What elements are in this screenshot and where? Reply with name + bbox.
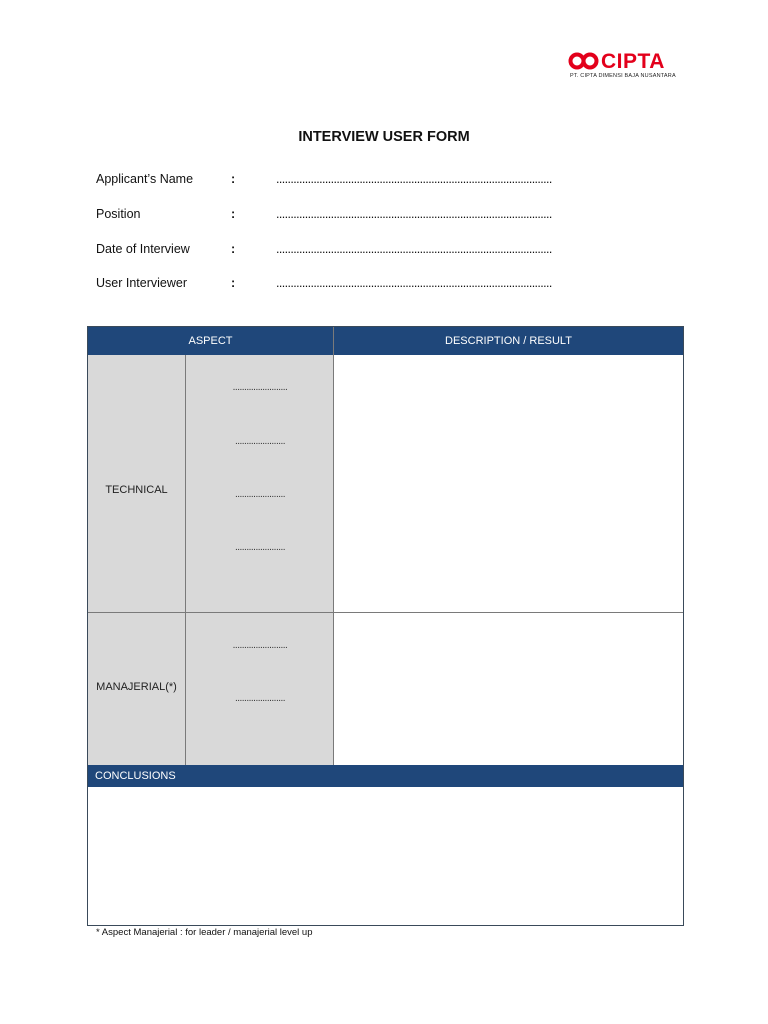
technical-aspect-label: TECHNICAL bbox=[105, 484, 168, 496]
aspect-header: ASPECT bbox=[88, 327, 333, 355]
date-of-interview-blank[interactable]: ................................................................................................ bbox=[276, 242, 552, 256]
technical-item[interactable]: ...................... bbox=[234, 542, 286, 553]
interview-table bbox=[87, 326, 684, 926]
manajerial-item[interactable]: ........................ bbox=[232, 640, 288, 651]
manajerial-item[interactable]: ...................... bbox=[234, 693, 286, 704]
company-logo bbox=[568, 50, 678, 84]
user-interviewer-blank[interactable]: ................................................................................................ bbox=[276, 276, 552, 290]
description-result-header: DESCRIPTION / RESULT bbox=[334, 327, 683, 355]
technical-item[interactable]: ...................... bbox=[234, 489, 286, 500]
field-colon: : bbox=[231, 207, 236, 221]
date-of-interview-label: Date of Interview bbox=[96, 242, 190, 256]
position-label: Position bbox=[96, 207, 141, 221]
manajerial-aspect-label: MANAJERIAL(*) bbox=[96, 681, 177, 693]
conclusions-area[interactable] bbox=[88, 787, 683, 925]
field-colon: : bbox=[231, 172, 236, 186]
footnote: * Aspect Manajerial : for leader / manajerial level up bbox=[96, 927, 313, 938]
logo-company-name: PT. CIPTA DIMENSI BAJA NUSANTARA bbox=[570, 73, 676, 79]
field-colon: : bbox=[231, 276, 236, 290]
applicant-name-blank[interactable]: ................................................................................................ bbox=[276, 172, 552, 186]
technical-description-cell[interactable] bbox=[334, 355, 683, 612]
cipta-logo-icon bbox=[568, 52, 600, 70]
user-interviewer-label: User Interviewer bbox=[96, 276, 187, 290]
form-title: INTERVIEW USER FORM bbox=[298, 129, 470, 145]
manajerial-description-cell[interactable] bbox=[334, 613, 683, 765]
technical-item[interactable]: ...................... bbox=[234, 436, 286, 447]
applicant-name-label: Applicant’s Name bbox=[96, 172, 194, 186]
position-blank[interactable]: ................................................................................................ bbox=[276, 207, 552, 221]
conclusions-header: CONCLUSIONS bbox=[88, 765, 683, 787]
logo-brand-text: CIPTA bbox=[601, 50, 665, 73]
field-colon: : bbox=[231, 242, 236, 256]
technical-item[interactable]: ........................ bbox=[232, 382, 288, 393]
